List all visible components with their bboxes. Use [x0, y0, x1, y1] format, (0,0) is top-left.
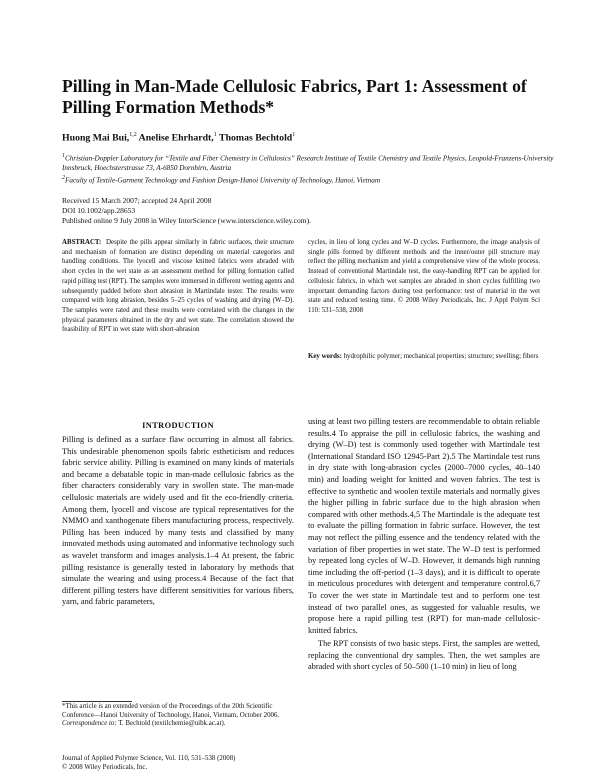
author-affil-sup: 1,2	[129, 132, 137, 138]
intro-col2	[308, 416, 540, 675]
affiliation-2: $^2$Faculty of Textile-Garment Technology and Fashion Design-Hanoi University of Technology, Hanoi, Vietnam	[62, 174, 381, 185]
footnote-text: *This article is an extended version of the Proceedings of the 20th Scientific Conference—Hanoi University of Technology, Hanoi, Vietnam, October 2006.	[62, 703, 280, 719]
author-name: Huong Mai Bui,	[62, 132, 130, 144]
affiliation-1: $^1$Christian-Doppler Laboratory for “Textile and Fiber Chemistry in Cellulosics” Research Institute of Textile Chemistry and Textile Physics, Leopold-Franzens-University Innsbruck, Hoechsterstrasse 73, A-6850 Dornbirn, Austria	[62, 153, 554, 173]
abstract-col1	[62, 238, 294, 335]
journal-copyright: © 2008 Wiley Periodicals, Inc.	[62, 763, 148, 771]
correspondence	[62, 720, 294, 729]
intro-col1	[62, 434, 294, 610]
received-date: Received 15 March 2007; accepted 24 April 2008	[62, 196, 212, 205]
author-name: Anelise Ehrhardt,	[136, 132, 214, 144]
intro-paragraph: The RPT consists of two basic steps. First, the samples are wetted, replacing the conventional dry samples. Then, the wet samples are abraded with short cycles of 50–500 (1–10 min) in lieu of long	[308, 639, 540, 672]
keywords	[308, 352, 540, 362]
intro-paragraph: using at least two pilling testers are recommendable to obtain reliable results.4 To appraise the pill in cellulosic fabrics, the washing and drying (W–D) test is commonly used together with Martindale test (International Standard ISO 12945-Part 2).5 The Martindale test runs in dry state with long-abrasion cycles (2000–7000 cycles, 40–140 min) and loading weight for knitted and woven fabrics. The test is effective to synthetic and woolen textile materials and normally gives the higher pilling in fabric surface due to the high abrasion when compared with other methods.4,5 The Martindale is the adequate test to evaluate the pilling formation in fabric surface. However, the test may not reflect the pilling essence and the tendency related with the variation of fiber properties in wet state. The W–D test is performed by repeated long cycles of W–D. However, it demands high running time including the off-period (1–3 days), and it is difficult to operate in meticulous procedures with detergent and temperature control.6,7 To cover the wet state in Martindale test and to perform one test instead of two parallel ones, as suggested for valuable results, we propose here a rapid pilling test (RPT) for man-made cellulosic-knitted fabrics.	[308, 417, 540, 635]
footnote	[62, 703, 294, 729]
author-affil-sup: 1	[213, 132, 217, 138]
doi: DOI 10.1002/app.28653	[62, 205, 136, 215]
published-online: Published online 9 July 2008 in Wiley InterScience (www.interscience.wiley.com).	[62, 215, 311, 225]
section-heading-introduction: INTRODUCTION	[142, 421, 214, 430]
article-dates	[62, 196, 562, 225]
journal-citation: Journal of Applied Polymer Science, Vol. 110, 531–538 (2008)	[62, 755, 236, 762]
author-list	[62, 132, 562, 143]
article-title: Pilling in Man-Made Cellulosic Fabrics, Part 1: Assessment of Pilling Formation Methods*	[62, 76, 527, 117]
abstract-col2	[308, 238, 540, 316]
author-name: Thomas Bechtold	[216, 132, 293, 144]
intro-paragraph: Pilling is defined as a surface flaw occurring in almost all fabrics. This undesirable phenomenon spoils fabric estheticism and reduces fabric service ability. Pilling is examined on many kinds of materials and became a debatable topic in man-made cellulosic fabrics as the fiber characters considerably vary in swollen state. The man-made cellulosic materials are widely used and fit the eco-friendly criteria. Among them, lyocell and viscose are typical representatives for the NMMO and xanthogenate fibers manufacturing process, respectively. Pilling has been induced by many tests and classified by many innovated methods using automated and informative technology such as wavelet transform and images analysis.1–4 At present, the fabric pilling resistance is generally tested in laboratory by methods that simulate the wearing and using process.4 Because of the fact that different pilling testers have different sensitivities for various fibers, yarn, and fabric parameters,	[62, 435, 294, 607]
author-affil-sup: 1	[292, 132, 296, 138]
correspondence-text: T. Bechtold (textilchemie@uibk.ac.at).	[118, 720, 226, 728]
footnote-rule	[62, 701, 132, 702]
abstract-label: ABSTRACT:	[62, 239, 102, 246]
abstract-text-2: cycles, in lieu of long cycles and W–D cycles. Furthermore, the image analysis of single pills formed by different methods and the inner/outer pill structure may reflect the pilling mechanism and yield a comprehensive view of the whole process. Instead of conventional Martindale test, the easy-handling RPT can be applied for cellulosic fabrics, in which wet samples are abraded in short cycles fulfilling two important demanding factors during test performance: test of material in the wet state and reduced testing time. © 2008 Wiley Periodicals, Inc. J Appl Polym Sci 110: 531–538, 2008	[308, 239, 540, 314]
affiliations	[62, 152, 562, 186]
abstract-text-1: Despite the pills appear similarly in fabric surfaces, their structure and mechanism of formation are distinct depending on material categories and handling conditions. The lyocell and viscose knitted fabrics were abraded with short cycles in the wet state as an assessment method for pilling formation called rapid pilling test (RPT). The samples were immersed in different wetting agents and subsequently padded before short abrasion in Martindale tester. The results were compared with long abrasion, besides 5–25 cycles of washing and drying (W–D). The samples were rated and these results were correlated with the changes in the physical parameters obtained in the dry and wet state. The correlation showed the feasibility of RPT in wet state with short-abrasion	[62, 239, 294, 334]
keywords-label: Key words:	[308, 353, 342, 360]
keywords-text: hydrophilic polymer; mechanical properties; structure; swelling; fibers	[343, 353, 539, 360]
journal-info	[62, 755, 362, 772]
correspondence-label: Correspondence to:	[62, 720, 117, 728]
